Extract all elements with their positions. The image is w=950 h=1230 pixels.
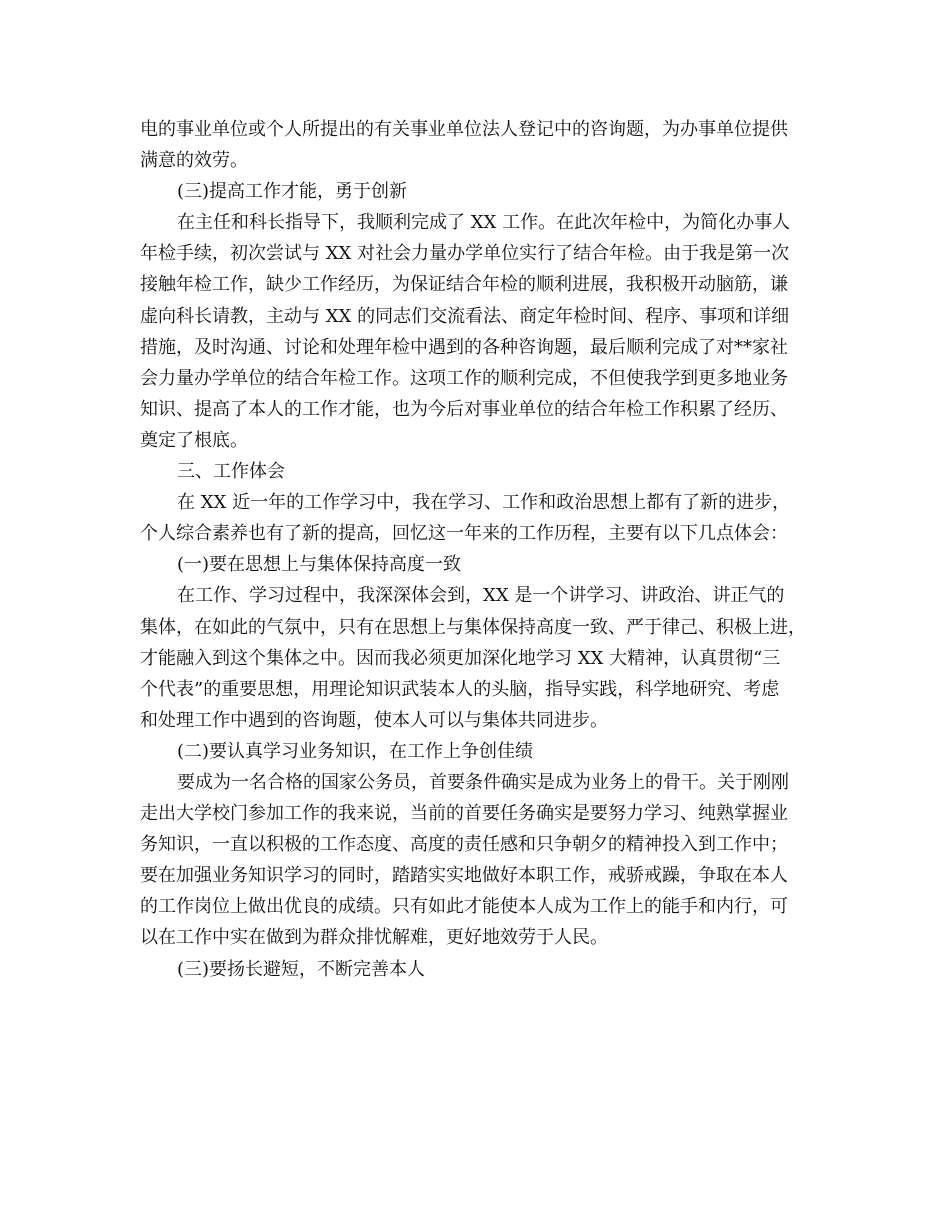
- text-line: 奠定了根底。: [140, 429, 248, 451]
- document-page: [140, 114, 820, 985]
- text-line: 要成为一名合格的国家公务员，首要条件确实是成为业务上的骨干。关于刚刚: [177, 771, 789, 793]
- text-line: 在工作、学习过程中，我深深体会到，XX 是一个讲学习、讲政治、讲正气的: [177, 585, 785, 607]
- text-line: 个代表”的重要思想，用理论知识武装本人的头脑，指导实践，科学地研究、考虑: [140, 678, 780, 700]
- text-line: 才能融入到这个集体之中。因而我必须更加深化地学习 XX 大精神，认真贯彻“三: [140, 647, 781, 669]
- text-line: 要在加强业务知识学习的同时，踏踏实实地做好本职工作，戒骄戒躁，争取在本人: [140, 865, 788, 887]
- text-line: 接触年检工作，缺少工作经历，为保证结合年检的顺利进展，我积极开动脑筋，谦: [140, 274, 788, 296]
- text-line: 虚向科长请教，主动与 XX 的同志们交流看法、商定年检时间、程序、事项和详细: [140, 305, 790, 327]
- section-heading: (三)提高工作才能，勇于创新: [177, 181, 408, 203]
- text-line: 措施，及时沟通、讨论和处理年检中遇到的各种咨询题，最后顺利完成了对**家社: [140, 336, 788, 358]
- text-line: 个人综合素养也有了新的提高，回忆这一年来的工作历程，主要有以下几点体会：: [140, 523, 788, 545]
- text-line: 会力量办学单位的结合年检工作。这项工作的顺利完成，不但使我学到更多地业务: [140, 367, 788, 389]
- section-heading: (一)要在思想上与集体保持高度一致: [177, 554, 462, 576]
- section-heading: (二)要认真学习业务知识，在工作上争创佳绩: [177, 740, 534, 762]
- text-line: 走出大学校门参加工作的我来说，当前的首要任务确实是要努力学习、纯熟掌握业: [140, 803, 788, 825]
- text-line: 在 XX 近一年的工作学习中，我在学习、工作和政治思想上都有了新的进步，: [177, 492, 791, 514]
- text-line: 的工作岗位上做出优良的成绩。只有如此才能使本人成为工作上的能手和内行，可: [140, 896, 788, 918]
- text-line: 电的事业单位或个人所提出的有关事业单位法人登记中的咨询题，为办事单位提供: [140, 119, 788, 140]
- text-line: 以在工作中实在做到为群众排忧解难，更好地效劳于人民。: [140, 927, 608, 949]
- section-heading: 三、工作体会: [177, 461, 285, 483]
- text-line: 知识、提高了本人的工作才能，也为今后对事业单位的结合年检工作积累了经历、: [140, 398, 788, 420]
- text-line: 集体，在如此的气氛中，只有在思想上与集体保持高度一致、严于律己、积极上进，: [140, 616, 806, 638]
- section-heading: (三)要扬长避短，不断完善本人: [177, 958, 426, 980]
- text-line: 和处理工作中遇到的咨询题，使本人可以与集体共同进步。: [140, 709, 608, 731]
- text-line: 满意的效劳。: [140, 150, 248, 172]
- text-line: 在主任和科长指导下，我顺利完成了 XX 工作。在此次年检中，为简化办事人: [177, 212, 791, 234]
- text-line: 年检手续，初次尝试与 XX 对社会力量办学单位实行了结合年检。由于我是第一次: [140, 243, 790, 265]
- text-line: 务知识，一直以积极的工作态度、高度的责任感和只争朝夕的精神投入到工作中；: [140, 834, 788, 856]
